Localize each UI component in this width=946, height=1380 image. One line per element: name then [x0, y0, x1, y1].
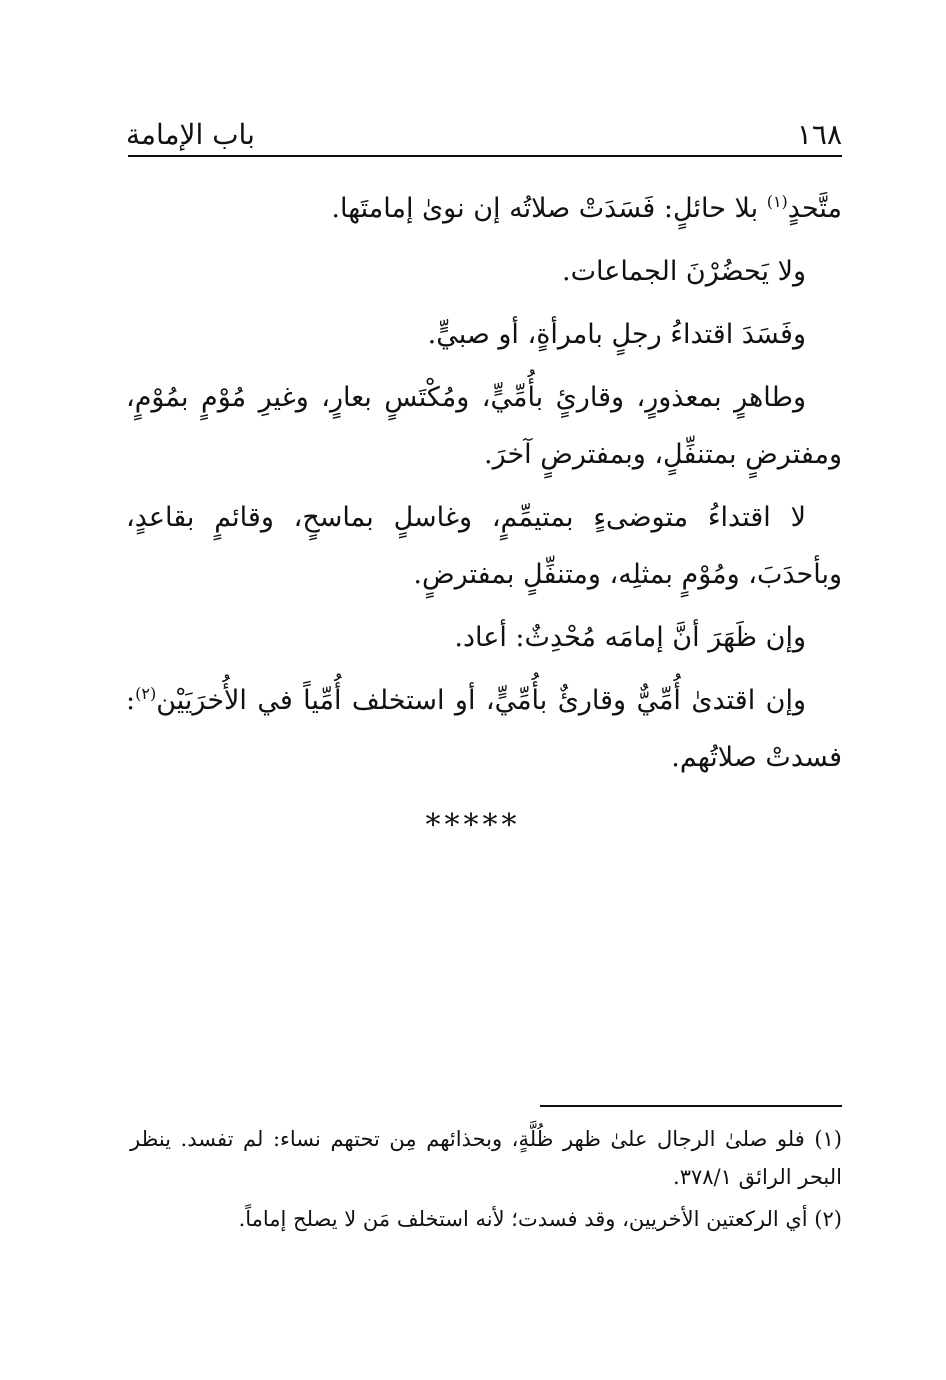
footnote-2: (٢) أي الركعتين الأخريين، وقد فسدت؛ لأنه استخلف مَن لا يصلح إماماً. — [238, 1207, 842, 1231]
paragraph-3: وفَسَدَ اقتداءُ رجلٍ بامرأةٍ، أو صبيٍّ. — [427, 319, 806, 350]
footnote-rule — [540, 1105, 842, 1107]
paragraph-7 — [126, 672, 842, 786]
page-number: ١٦٨ — [796, 118, 842, 151]
paragraph-1-end: بلا حائلٍ: فَسَدَتْ صلاتُه إن نوىٰ إمامتَها. — [331, 193, 767, 224]
paragraph-5: لا اقتداءُ متوضىءٍ بمتيمِّمٍ، وغاسلٍ بماسحٍ، وقائمٍ بقاعدٍ، وبأحدَبَ، ومُوْمٍ بمثلِه، ومتنفِّلٍ بمفترضٍ. — [126, 502, 842, 590]
chapter-title: باب الإمامة — [126, 118, 255, 151]
paragraph-7-end: : فسدتْ صلاتُهم. — [126, 685, 842, 773]
running-head — [126, 112, 842, 154]
paragraph-4: وطاهرٍ بمعذورٍ، وقارئٍ بأُمِّيٍّ، ومُكْتَسٍ بعارٍ، وغيرِ مُوْمٍ بمُوْمٍ، ومفترضٍ بمتنفِّلٍ، وبمفترضٍ آخرَ. — [126, 382, 842, 470]
paragraph-7-start: وإن اقتدىٰ أُمِّيٌّ وقارئٌ بأُمِّيٍّ، أو استخلف أُمِّياً في الأُخرَيَيْن — [156, 685, 806, 716]
main-text — [126, 180, 842, 792]
footnotes — [130, 1120, 842, 1242]
header-rule — [128, 155, 842, 157]
footnote-marker-1: (١) — [766, 192, 788, 211]
footnote-marker-2: (٢) — [135, 684, 157, 703]
section-separator: ***** — [425, 808, 521, 843]
paragraph-2: ولا يَحضُرْنَ الجماعات. — [561, 256, 806, 287]
paragraph-1-start: متَّحدٍ — [787, 193, 842, 224]
paragraph-6: وإن ظَهَرَ أنَّ إمامَه مُحْدِثٌ: أعاد. — [454, 622, 806, 653]
paragraph-1 — [126, 180, 842, 237]
footnote-1: (١) فلو صلىٰ الرجال علىٰ ظهر ظُلَّةٍ، وبحذائهم مِن تحتهم نساء: لم تفسد. ينظر البحر الرائق ٣٧٨/١. — [130, 1127, 842, 1189]
